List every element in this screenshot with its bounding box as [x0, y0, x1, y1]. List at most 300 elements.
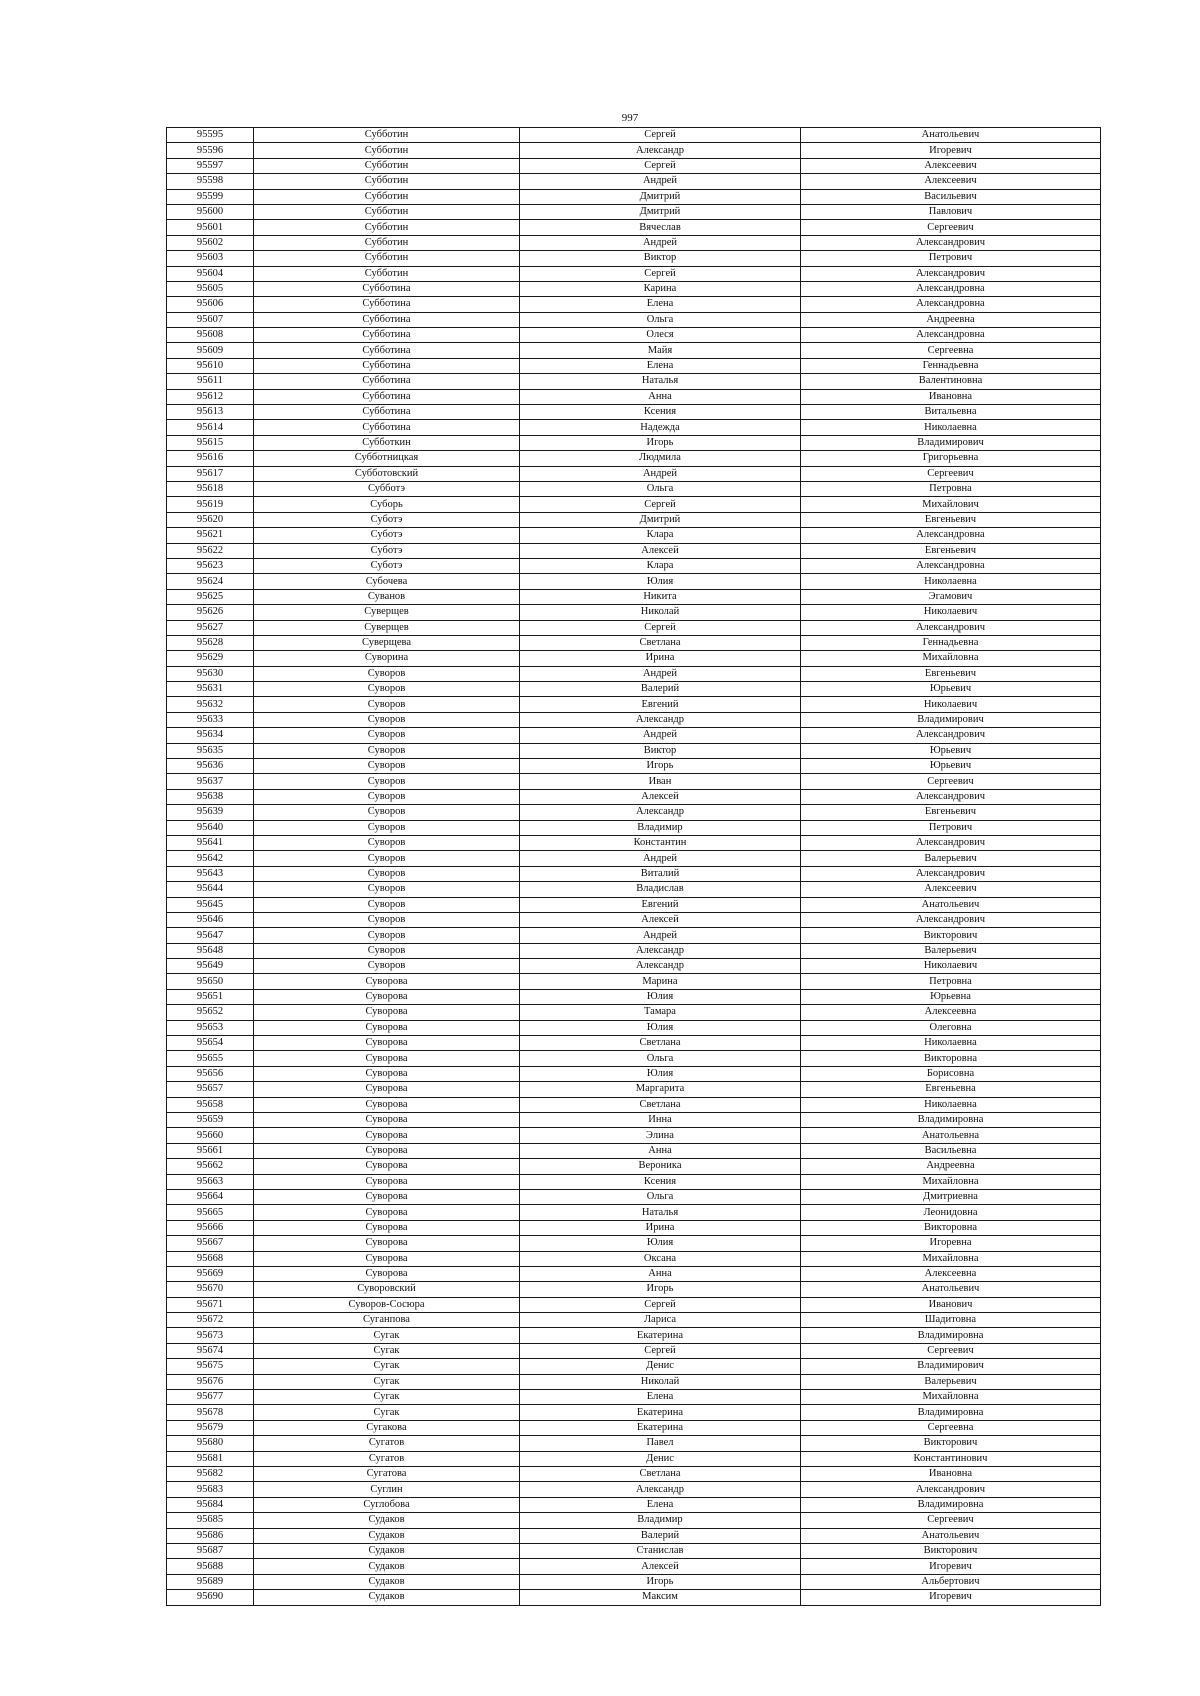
record-number-cell: 95685 [167, 1513, 254, 1528]
last-name-cell: Суворов [254, 820, 520, 835]
record-number-cell: 95645 [167, 897, 254, 912]
table-row [167, 1082, 1101, 1097]
record-number-cell: 95650 [167, 974, 254, 989]
first-name-cell: Алексей [520, 1559, 801, 1574]
table-row [167, 251, 1101, 266]
record-number-cell: 95653 [167, 1020, 254, 1035]
record-number-cell: 95607 [167, 312, 254, 327]
last-name-cell: Суглин [254, 1482, 520, 1497]
first-name-cell: Андрей [520, 928, 801, 943]
record-number-cell: 95654 [167, 1036, 254, 1051]
record-number-cell: 95614 [167, 420, 254, 435]
table-row [167, 1482, 1101, 1497]
table-row [167, 928, 1101, 943]
table-row [167, 235, 1101, 250]
table-row [167, 297, 1101, 312]
record-number-cell: 95669 [167, 1266, 254, 1281]
record-number-cell: 95635 [167, 743, 254, 758]
patronymic-cell: Анатольевич [801, 128, 1101, 143]
first-name-cell: Сергей [520, 620, 801, 635]
last-name-cell: Суванов [254, 589, 520, 604]
first-name-cell: Андрей [520, 466, 801, 481]
record-number-cell: 95663 [167, 1174, 254, 1189]
last-name-cell: Суворов [254, 882, 520, 897]
patronymic-cell: Евгеньевич [801, 512, 1101, 527]
record-number-cell: 95689 [167, 1574, 254, 1589]
record-number-cell: 95626 [167, 605, 254, 620]
last-name-cell: Субботин [254, 143, 520, 158]
patronymic-cell: Евгеньевич [801, 543, 1101, 558]
last-name-cell: Субботин [254, 204, 520, 219]
last-name-cell: Суворов [254, 666, 520, 681]
last-name-cell: Судаков [254, 1559, 520, 1574]
first-name-cell: Оксана [520, 1251, 801, 1266]
first-name-cell: Николай [520, 605, 801, 620]
record-number-cell: 95619 [167, 497, 254, 512]
table-row [167, 343, 1101, 358]
patronymic-cell: Александрович [801, 728, 1101, 743]
last-name-cell: Субботина [254, 389, 520, 404]
patronymic-cell: Николаевна [801, 1097, 1101, 1112]
first-name-cell: Сергей [520, 158, 801, 173]
table-row [167, 620, 1101, 635]
record-number-cell: 95679 [167, 1420, 254, 1435]
last-name-cell: Суворов [254, 928, 520, 943]
table-row [167, 451, 1101, 466]
record-number-cell: 95634 [167, 728, 254, 743]
record-number-cell: 95641 [167, 835, 254, 850]
first-name-cell: Анна [520, 1266, 801, 1281]
table-row [167, 558, 1101, 573]
last-name-cell: Суворова [254, 1036, 520, 1051]
last-name-cell: Суворова [254, 1159, 520, 1174]
first-name-cell: Андрей [520, 851, 801, 866]
record-number-cell: 95632 [167, 697, 254, 712]
first-name-cell: Константин [520, 835, 801, 850]
record-number-cell: 95684 [167, 1497, 254, 1512]
first-name-cell: Николай [520, 1374, 801, 1389]
table-row [167, 1420, 1101, 1435]
record-number-cell: 95676 [167, 1374, 254, 1389]
table-row [167, 1251, 1101, 1266]
table-row [167, 605, 1101, 620]
first-name-cell: Александр [520, 712, 801, 727]
first-name-cell: Александр [520, 959, 801, 974]
patronymic-cell: Иванович [801, 1297, 1101, 1312]
last-name-cell: Суворов [254, 697, 520, 712]
first-name-cell: Анна [520, 389, 801, 404]
first-name-cell: Ирина [520, 651, 801, 666]
first-name-cell: Екатерина [520, 1420, 801, 1435]
record-number-cell: 95652 [167, 1005, 254, 1020]
table-row [167, 543, 1101, 558]
table-row [167, 1590, 1101, 1605]
record-number-cell: 95674 [167, 1343, 254, 1358]
table-row [167, 189, 1101, 204]
record-number-cell: 95628 [167, 635, 254, 650]
last-name-cell: Субботина [254, 420, 520, 435]
record-number-cell: 95681 [167, 1451, 254, 1466]
record-number-cell: 95677 [167, 1390, 254, 1405]
patronymic-cell: Павлович [801, 204, 1101, 219]
last-name-cell: Субботэ [254, 481, 520, 496]
first-name-cell: Вероника [520, 1159, 801, 1174]
table-row [167, 1266, 1101, 1281]
record-number-cell: 95597 [167, 158, 254, 173]
first-name-cell: Светлана [520, 1466, 801, 1481]
first-name-cell: Алексей [520, 912, 801, 927]
first-name-cell: Тамара [520, 1005, 801, 1020]
first-name-cell: Клара [520, 528, 801, 543]
table-row [167, 1282, 1101, 1297]
patronymic-cell: Юрьевич [801, 759, 1101, 774]
record-number-cell: 95657 [167, 1082, 254, 1097]
last-name-cell: Суворова [254, 1082, 520, 1097]
table-row [167, 635, 1101, 650]
patronymic-cell: Владимировна [801, 1328, 1101, 1343]
first-name-cell: Лариса [520, 1313, 801, 1328]
first-name-cell: Юлия [520, 574, 801, 589]
first-name-cell: Юлия [520, 1066, 801, 1081]
first-name-cell: Елена [520, 1390, 801, 1405]
table-row [167, 789, 1101, 804]
last-name-cell: Суворова [254, 1266, 520, 1281]
last-name-cell: Суглобова [254, 1497, 520, 1512]
first-name-cell: Дмитрий [520, 204, 801, 219]
record-number-cell: 95608 [167, 328, 254, 343]
first-name-cell: Юлия [520, 1236, 801, 1251]
patronymic-cell: Сергеевич [801, 774, 1101, 789]
first-name-cell: Виктор [520, 251, 801, 266]
table-row [167, 1174, 1101, 1189]
record-number-cell: 95688 [167, 1559, 254, 1574]
record-number-cell: 95651 [167, 989, 254, 1004]
table-row [167, 759, 1101, 774]
patronymic-cell: Сергеевич [801, 1513, 1101, 1528]
record-number-cell: 95666 [167, 1220, 254, 1235]
record-number-cell: 95609 [167, 343, 254, 358]
table-row [167, 912, 1101, 927]
first-name-cell: Вячеслав [520, 220, 801, 235]
record-number-cell: 95649 [167, 959, 254, 974]
last-name-cell: Суворов [254, 759, 520, 774]
table-row [167, 466, 1101, 481]
patronymic-cell: Александрович [801, 866, 1101, 881]
registry-table [166, 127, 1101, 1606]
patronymic-cell: Геннадьевна [801, 635, 1101, 650]
record-number-cell: 95675 [167, 1359, 254, 1374]
record-number-cell: 95613 [167, 405, 254, 420]
first-name-cell: Ольга [520, 312, 801, 327]
first-name-cell: Елена [520, 297, 801, 312]
record-number-cell: 95616 [167, 451, 254, 466]
first-name-cell: Светлана [520, 1036, 801, 1051]
last-name-cell: Субботин [254, 220, 520, 235]
first-name-cell: Игорь [520, 1282, 801, 1297]
first-name-cell: Светлана [520, 635, 801, 650]
table-row [167, 728, 1101, 743]
last-name-cell: Судаков [254, 1574, 520, 1589]
table-row [167, 1405, 1101, 1420]
last-name-cell: Суворова [254, 1189, 520, 1204]
record-number-cell: 95631 [167, 682, 254, 697]
table-row [167, 435, 1101, 450]
patronymic-cell: Игоревна [801, 1236, 1101, 1251]
table-row [167, 358, 1101, 373]
record-number-cell: 95661 [167, 1143, 254, 1158]
last-name-cell: Субботина [254, 405, 520, 420]
record-number-cell: 95630 [167, 666, 254, 681]
table-row [167, 1113, 1101, 1128]
last-name-cell: Субботина [254, 312, 520, 327]
last-name-cell: Суворова [254, 989, 520, 1004]
last-name-cell: Суворов [254, 805, 520, 820]
last-name-cell: Субботин [254, 235, 520, 250]
record-number-cell: 95656 [167, 1066, 254, 1081]
record-number-cell: 95687 [167, 1543, 254, 1558]
patronymic-cell: Валерьевич [801, 1374, 1101, 1389]
last-name-cell: Суворова [254, 1005, 520, 1020]
record-number-cell: 95668 [167, 1251, 254, 1266]
first-name-cell: Екатерина [520, 1405, 801, 1420]
patronymic-cell: Викторович [801, 1436, 1101, 1451]
first-name-cell: Олеся [520, 328, 801, 343]
last-name-cell: Субботина [254, 328, 520, 343]
first-name-cell: Ирина [520, 1220, 801, 1235]
table-row [167, 266, 1101, 281]
record-number-cell: 95662 [167, 1159, 254, 1174]
record-number-cell: 95602 [167, 235, 254, 250]
patronymic-cell: Михайловна [801, 1251, 1101, 1266]
record-number-cell: 95627 [167, 620, 254, 635]
last-name-cell: Сугак [254, 1359, 520, 1374]
first-name-cell: Игорь [520, 1574, 801, 1589]
first-name-cell: Александр [520, 143, 801, 158]
record-number-cell: 95636 [167, 759, 254, 774]
first-name-cell: Светлана [520, 1097, 801, 1112]
table-row [167, 1097, 1101, 1112]
patronymic-cell: Евгеньевна [801, 1082, 1101, 1097]
last-name-cell: Суворова [254, 1236, 520, 1251]
last-name-cell: Суворов [254, 743, 520, 758]
patronymic-cell: Анатольевна [801, 1128, 1101, 1143]
first-name-cell: Екатерина [520, 1328, 801, 1343]
record-number-cell: 95678 [167, 1405, 254, 1420]
record-number-cell: 95606 [167, 297, 254, 312]
table-row [167, 204, 1101, 219]
table-row [167, 128, 1101, 143]
last-name-cell: Суворов [254, 959, 520, 974]
first-name-cell: Максим [520, 1590, 801, 1605]
last-name-cell: Субботина [254, 281, 520, 296]
record-number-cell: 95615 [167, 435, 254, 450]
patronymic-cell: Валерьевич [801, 943, 1101, 958]
last-name-cell: Сугатов [254, 1436, 520, 1451]
patronymic-cell: Альбертович [801, 1574, 1101, 1589]
patronymic-cell: Михайловна [801, 651, 1101, 666]
record-number-cell: 95620 [167, 512, 254, 527]
patronymic-cell: Михайлович [801, 497, 1101, 512]
last-name-cell: Суворов [254, 712, 520, 727]
record-number-cell: 95598 [167, 174, 254, 189]
table-row [167, 1143, 1101, 1158]
first-name-cell: Юлия [520, 1020, 801, 1035]
patronymic-cell: Игоревич [801, 1559, 1101, 1574]
last-name-cell: Субочева [254, 574, 520, 589]
last-name-cell: Суворовский [254, 1282, 520, 1297]
last-name-cell: Субботницкая [254, 451, 520, 466]
table-row [167, 1066, 1101, 1081]
patronymic-cell: Николаевна [801, 1036, 1101, 1051]
first-name-cell: Елена [520, 1497, 801, 1512]
record-number-cell: 95639 [167, 805, 254, 820]
record-number-cell: 95595 [167, 128, 254, 143]
table-row [167, 651, 1101, 666]
patronymic-cell: Петровна [801, 481, 1101, 496]
last-name-cell: Суботэ [254, 528, 520, 543]
first-name-cell: Игорь [520, 759, 801, 774]
patronymic-cell: Ивановна [801, 1466, 1101, 1481]
first-name-cell: Иван [520, 774, 801, 789]
patronymic-cell: Григорьевна [801, 451, 1101, 466]
record-number-cell: 95683 [167, 1482, 254, 1497]
patronymic-cell: Александрович [801, 789, 1101, 804]
patronymic-cell: Евгеньевич [801, 666, 1101, 681]
first-name-cell: Инна [520, 1113, 801, 1128]
record-number-cell: 95640 [167, 820, 254, 835]
record-number-cell: 95670 [167, 1282, 254, 1297]
record-number-cell: 95611 [167, 374, 254, 389]
first-name-cell: Станислав [520, 1543, 801, 1558]
patronymic-cell: Александровна [801, 297, 1101, 312]
last-name-cell: Сугатов [254, 1451, 520, 1466]
patronymic-cell: Сергеевич [801, 466, 1101, 481]
first-name-cell: Валерий [520, 682, 801, 697]
patronymic-cell: Владимирович [801, 1359, 1101, 1374]
first-name-cell: Андрей [520, 666, 801, 681]
first-name-cell: Маргарита [520, 1082, 801, 1097]
table-row [167, 1374, 1101, 1389]
first-name-cell: Виталий [520, 866, 801, 881]
patronymic-cell: Александрович [801, 912, 1101, 927]
table-row [167, 1297, 1101, 1312]
table-row [167, 312, 1101, 327]
record-number-cell: 95647 [167, 928, 254, 943]
table-row [167, 1390, 1101, 1405]
table-row [167, 1559, 1101, 1574]
patronymic-cell: Владимировна [801, 1405, 1101, 1420]
first-name-cell: Дмитрий [520, 512, 801, 527]
last-name-cell: Суворова [254, 1097, 520, 1112]
last-name-cell: Суворова [254, 1066, 520, 1081]
first-name-cell: Александр [520, 943, 801, 958]
table-row [167, 1451, 1101, 1466]
table-row [167, 1466, 1101, 1481]
table-row [167, 882, 1101, 897]
table-row [167, 1128, 1101, 1143]
patronymic-cell: Сергеевич [801, 220, 1101, 235]
first-name-cell: Александр [520, 805, 801, 820]
first-name-cell: Игорь [520, 435, 801, 450]
record-number-cell: 95621 [167, 528, 254, 543]
record-number-cell: 95601 [167, 220, 254, 235]
last-name-cell: Суворова [254, 1020, 520, 1035]
patronymic-cell: Юрьевич [801, 682, 1101, 697]
table-row [167, 1313, 1101, 1328]
patronymic-cell: Алексеевич [801, 882, 1101, 897]
table-row [167, 943, 1101, 958]
first-name-cell: Дмитрий [520, 189, 801, 204]
table-row [167, 774, 1101, 789]
table-row [167, 497, 1101, 512]
record-number-cell: 95667 [167, 1236, 254, 1251]
record-number-cell: 95638 [167, 789, 254, 804]
first-name-cell: Наталья [520, 374, 801, 389]
last-name-cell: Суганпова [254, 1313, 520, 1328]
table-row [167, 1205, 1101, 1220]
patronymic-cell: Анатольевич [801, 1528, 1101, 1543]
patronymic-cell: Николаевич [801, 959, 1101, 974]
table-row [167, 1051, 1101, 1066]
last-name-cell: Субботин [254, 251, 520, 266]
table-row [167, 1343, 1101, 1358]
last-name-cell: Субботина [254, 343, 520, 358]
first-name-cell: Валерий [520, 1528, 801, 1543]
patronymic-cell: Сергеевич [801, 1343, 1101, 1358]
last-name-cell: Суворов [254, 897, 520, 912]
first-name-cell: Елена [520, 358, 801, 373]
table-row [167, 989, 1101, 1004]
patronymic-cell: Эгамович [801, 589, 1101, 604]
record-number-cell: 95624 [167, 574, 254, 589]
table-row [167, 512, 1101, 527]
last-name-cell: Субботкин [254, 435, 520, 450]
record-number-cell: 95665 [167, 1205, 254, 1220]
record-number-cell: 95622 [167, 543, 254, 558]
last-name-cell: Суверщева [254, 635, 520, 650]
patronymic-cell: Михайловна [801, 1174, 1101, 1189]
table-row [167, 897, 1101, 912]
patronymic-cell: Валентиновна [801, 374, 1101, 389]
first-name-cell: Сергей [520, 128, 801, 143]
table-row [167, 1189, 1101, 1204]
last-name-cell: Суворов [254, 682, 520, 697]
last-name-cell: Суворова [254, 1051, 520, 1066]
last-name-cell: Сугак [254, 1390, 520, 1405]
patronymic-cell: Игоревич [801, 1590, 1101, 1605]
patronymic-cell: Александрович [801, 835, 1101, 850]
last-name-cell: Суворова [254, 1113, 520, 1128]
table-row [167, 743, 1101, 758]
last-name-cell: Суворова [254, 1205, 520, 1220]
patronymic-cell: Андреевна [801, 312, 1101, 327]
table-row [167, 481, 1101, 496]
last-name-cell: Суворов-Сосюра [254, 1297, 520, 1312]
patronymic-cell: Александрович [801, 1482, 1101, 1497]
record-number-cell: 95617 [167, 466, 254, 481]
patronymic-cell: Шадитовна [801, 1313, 1101, 1328]
record-number-cell: 95660 [167, 1128, 254, 1143]
first-name-cell: Наталья [520, 1205, 801, 1220]
table-row [167, 1159, 1101, 1174]
last-name-cell: Суворова [254, 1220, 520, 1235]
first-name-cell: Ольга [520, 1189, 801, 1204]
table-row [167, 1020, 1101, 1035]
first-name-cell: Денис [520, 1359, 801, 1374]
last-name-cell: Субботин [254, 266, 520, 281]
last-name-cell: Суботэ [254, 543, 520, 558]
record-number-cell: 95672 [167, 1313, 254, 1328]
